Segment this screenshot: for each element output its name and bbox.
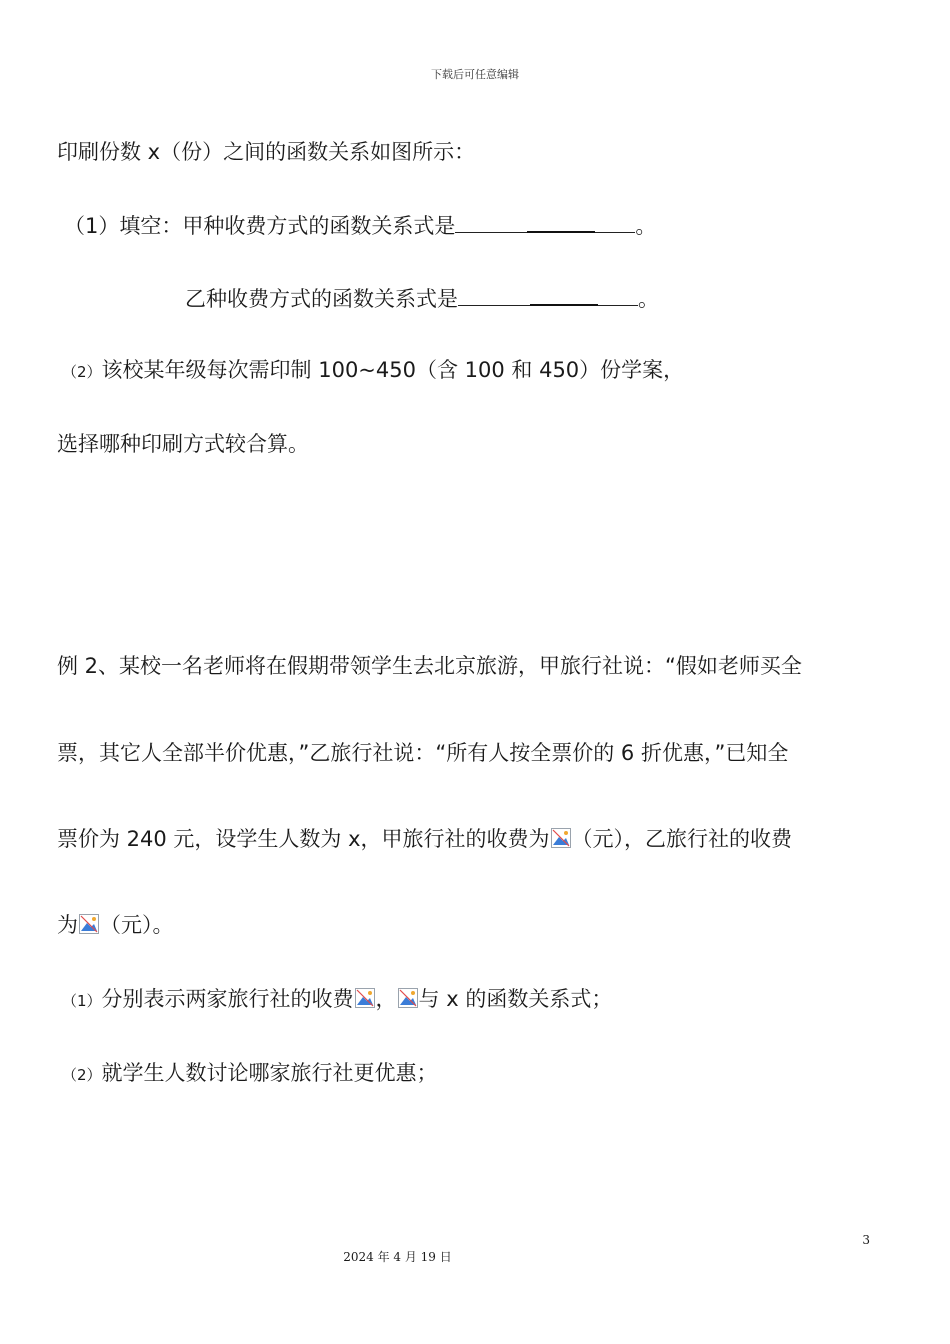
- example-2-question-1-separator: ，: [375, 987, 397, 1011]
- question-2: [62, 356, 684, 386]
- question-1a: [64, 211, 656, 240]
- footer-date: 2024 年 4 月 19 日: [343, 1250, 452, 1264]
- answer-blank[interactable]: [530, 284, 598, 306]
- example-2-question-1-text: 分别表示两家旅行社的收费: [101, 987, 354, 1011]
- example-2-question-2: [62, 1059, 438, 1089]
- example-2-line-4-text: 为: [57, 913, 78, 937]
- question-2-continued: 选择哪种印刷方式较合算。: [57, 432, 309, 456]
- example-2-question-1: [62, 985, 612, 1015]
- example-2-line-4: [57, 911, 174, 939]
- page-header: 下载后可任意编辑: [431, 68, 519, 81]
- broken-image-icon: [551, 828, 571, 848]
- example-2-line-4-end: （元）。: [100, 913, 174, 937]
- question-1b-end: 。: [638, 287, 659, 311]
- example-2-line-3: [57, 825, 792, 853]
- example-2-line-2: 票，其它人全部半价优惠，”乙旅行社说：“所有人按全票价的 6 折优惠，”已知全: [57, 741, 789, 765]
- answer-blank[interactable]: [455, 212, 527, 233]
- example-2-question-1-end: 与 x 的函数关系式；: [418, 987, 613, 1011]
- answer-blank[interactable]: [527, 211, 595, 233]
- question-1b: [185, 284, 659, 313]
- example-2-question-2-number: （2）: [62, 1066, 102, 1084]
- question-1b-text: 乙种收费方式的函数关系式是: [185, 287, 458, 311]
- example-2-line-3-end: （元），乙旅行社的收费: [571, 827, 793, 851]
- question-1a-text: （1）填空：甲种收费方式的函数关系式是: [64, 214, 456, 238]
- page-number: 3: [862, 1233, 870, 1247]
- example-2-line-1: 例 2、某校一名老师将在假期带领学生去北京旅游，甲旅行社说：“假如老师买全: [57, 654, 802, 678]
- example-2-line-3-text: 票价为 240 元，设学生人数为 x，甲旅行社的收费为: [57, 827, 550, 851]
- broken-image-icon: [355, 988, 375, 1008]
- example-2-question-2-text: 就学生人数讨论哪家旅行社更优惠；: [101, 1061, 438, 1085]
- answer-blank[interactable]: [458, 285, 530, 306]
- question-2-text: 该校某年级每次需印制 100~450（含 100 和 450）份学案，: [101, 358, 685, 382]
- example-2-question-1-number: （1）: [62, 992, 102, 1010]
- question-2-number: （2）: [62, 363, 102, 381]
- question-1a-end: 。: [635, 214, 657, 238]
- broken-image-icon: [398, 988, 418, 1008]
- answer-blank[interactable]: [595, 212, 635, 233]
- paragraph-intro: 印刷份数 x（份）之间的函数关系如图所示：: [57, 140, 476, 164]
- answer-blank[interactable]: [598, 285, 638, 306]
- broken-image-icon: [79, 914, 99, 934]
